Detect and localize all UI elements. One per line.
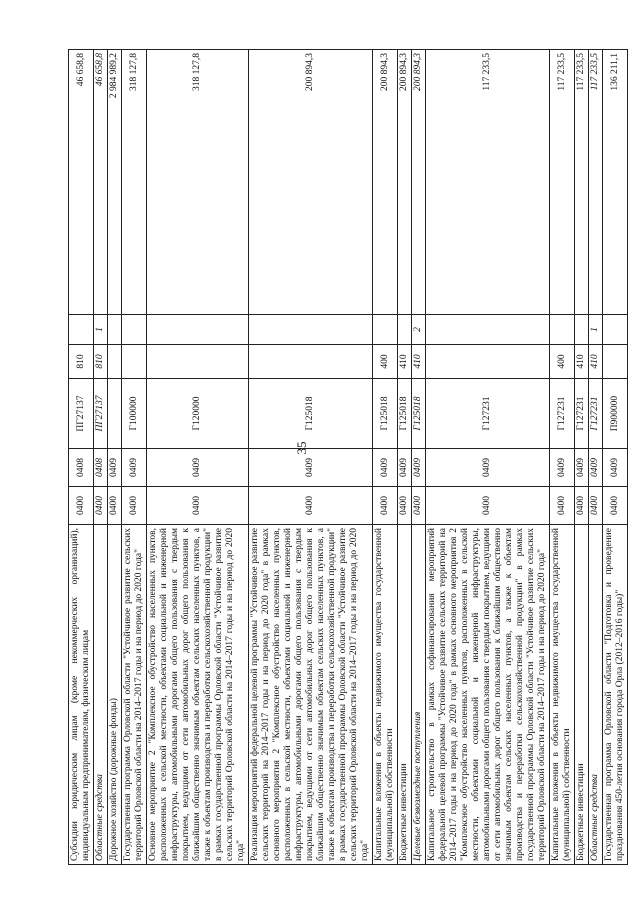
cell-section: 0400 (426, 487, 550, 525)
cell-source-code (575, 315, 589, 345)
cell-source-code (603, 315, 628, 345)
cell-section: 0400 (412, 487, 426, 525)
cell-section: 0400 (373, 487, 398, 525)
cell-amount: 46 658,8 (94, 50, 108, 315)
cell-source-code (249, 315, 373, 345)
table-row (589, 50, 603, 865)
cell-section: 0400 (575, 487, 589, 525)
cell-subsection: 0409 (550, 449, 575, 487)
cell-subsection: 0408 (69, 449, 94, 487)
cell-amount: 200 894,3 (412, 50, 426, 315)
cell-amount: 200 894,3 (373, 50, 398, 315)
cell-subsection: 0409 (122, 449, 147, 487)
cell-expense-type: 410 (412, 345, 426, 379)
cell-section: 0400 (122, 487, 147, 525)
cell-target-article: ПГ27137 (69, 379, 94, 449)
cell-subsection: 0409 (108, 449, 122, 487)
table-row (122, 50, 147, 865)
cell-target-article: П900000 (603, 379, 628, 449)
cell-source-code (373, 315, 398, 345)
cell-target-article: Г125018 (249, 379, 373, 449)
cell-target-article: Г127231 (426, 379, 550, 449)
cell-amount: 46 658,8 (69, 50, 94, 315)
cell-expense-type: 400 (550, 345, 575, 379)
cell-subsection: 0409 (589, 449, 603, 487)
cell-amount: 117 233,5 (426, 50, 550, 315)
cell-amount: 200 894,3 (398, 50, 412, 315)
cell-target-article: Г125018 (412, 379, 426, 449)
cell-amount: 136 211,1 (603, 50, 628, 315)
budget-table-rotated (68, 50, 625, 865)
cell-expense-type: 400 (373, 345, 398, 379)
cell-target-article: Г100000 (122, 379, 147, 449)
cell-amount: 200 894,3 (249, 50, 373, 315)
cell-subsection: 0409 (398, 449, 412, 487)
table-row (575, 50, 589, 865)
cell-section: 0400 (69, 487, 94, 525)
table-row (147, 50, 249, 865)
cell-expense-type (249, 345, 373, 379)
cell-name: Бюджетные инвестиции (575, 525, 589, 865)
cell-name: Государственная программа Орловской области "Подготовка и проведение празднования 450-летия основания города Орла (2012–2016 годы)" (603, 525, 628, 865)
cell-subsection: 0409 (147, 449, 249, 487)
cell-section: 0400 (398, 487, 412, 525)
cell-expense-type (108, 345, 122, 379)
cell-target-article: Г127231 (575, 379, 589, 449)
table-row (398, 50, 412, 865)
cell-name: Субсидии юридическим лицам (кроме некоммерческих организаций), индивидуальным предпринимателям, физическим лицам (69, 525, 94, 865)
cell-name: Капитальные вложения в объекты недвижимого имущества государственной (муниципальной) собственности (373, 525, 398, 865)
cell-target-article: Г125018 (398, 379, 412, 449)
table-row (373, 50, 398, 865)
cell-amount: 2 984 989,2 (108, 50, 122, 315)
cell-subsection: 0408 (94, 449, 108, 487)
table-row (426, 50, 550, 865)
cell-target-article (108, 379, 122, 449)
cell-source-code: 2 (412, 315, 426, 345)
cell-subsection: 0409 (249, 449, 373, 487)
cell-expense-type: 410 (575, 345, 589, 379)
cell-source-code: 1 (589, 315, 603, 345)
cell-source-code (69, 315, 94, 345)
cell-source-code: 1 (94, 315, 108, 345)
cell-subsection: 0409 (412, 449, 426, 487)
page-number: 35 (294, 441, 309, 455)
cell-name: Основное мероприятие 2 "Комплексное обустройство населенных пунктов, расположенных в сельской местности, объектами социальной и инженерной инфраструктуры, автомобильными дорогами общего пользования с твердым покрытием, ведущими от сети автомобильных дорог общего пользования к ближайшим общественно значимым объектам сельских населенных пунктов, а также к объектам производства и переработки сельскохозяйственной продукции" в рамках государственной программы Орловской области "Устойчивое развитие сельских территорий Орловской области на 2014–2017 годы и на период до 2020 года" (147, 525, 249, 865)
cell-section: 0400 (589, 487, 603, 525)
cell-section: 0400 (550, 487, 575, 525)
cell-target-article: Г125018 (373, 379, 398, 449)
cell-name: Дорожное хозяйство (дорожные фонды) (108, 525, 122, 865)
cell-name: Областные средства (589, 525, 603, 865)
cell-section: 0400 (94, 487, 108, 525)
cell-expense-type (603, 345, 628, 379)
cell-expense-type: 410 (589, 345, 603, 379)
cell-expense-type (426, 345, 550, 379)
cell-name: Бюджетные инвестиции (398, 525, 412, 865)
cell-name: Целевые безвозмездные поступления (412, 525, 426, 865)
cell-subsection: 0409 (373, 449, 398, 487)
cell-section: 0400 (603, 487, 628, 525)
cell-subsection: 0409 (426, 449, 550, 487)
budget-table (68, 49, 628, 865)
cell-expense-type (122, 345, 147, 379)
table-row (249, 50, 373, 865)
table-row (94, 50, 108, 865)
cell-amount: 318 127,8 (147, 50, 249, 315)
cell-target-article: ПГ27137 (94, 379, 108, 449)
cell-name: Государственная программа Орловской области "Устойчивое развитие сельских территорий Орловской области на 2014–2017 годы и на период до 2020 года" (122, 525, 147, 865)
cell-amount: 117 233,5 (550, 50, 575, 315)
cell-target-article: Г127231 (589, 379, 603, 449)
cell-source-code (398, 315, 412, 345)
cell-section: 0400 (108, 487, 122, 525)
cell-section: 0400 (147, 487, 249, 525)
cell-name: Областные средства (94, 525, 108, 865)
cell-section: 0400 (249, 487, 373, 525)
cell-amount: 117 233,5 (575, 50, 589, 315)
table-row (69, 50, 94, 865)
table-row (108, 50, 122, 865)
cell-target-article: Г127231 (550, 379, 575, 449)
cell-name: Капитальные вложения в объекты недвижимого имущества государственной (муниципальной) собственности (550, 525, 575, 865)
cell-amount: 318 127,8 (122, 50, 147, 315)
cell-name: Реализация мероприятий федеральной целевой программы "Устойчивое развитие сельских территорий на 2014–2017 годы и на период до 2020 года" в рамках основного мероприятия 2 "Комплексное обустройство населенных пунктов, расположенных в сельской местности, объектами социальной и инженерной инфраструктуры, автомобильными дорогами общего пользования с твердым покрытием, ведущими от сети автомобильных дорог общего пользования к ближайшим общественно значимым объектам сельских населенных пунктов, а также к объектам производства и переработки сельскохозяйственной продукции" в рамках государственной программы Орловской области "Устойчивое развитие сельских территорий Орловской области на 2014–2017 годы и на период до 2020 года" (249, 525, 373, 865)
cell-subsection: 0409 (575, 449, 589, 487)
cell-source-code (426, 315, 550, 345)
cell-name: Капитальное строительство в рамках софинансирования мероприятий федеральной целевой программы "Устойчивое развитие сельских территорий на 2014–2017 годы и на период до 2020 года" в рамках основного мероприятия 2 "Комплексное обустройство населенных пунктов, расположенных в сельской местности, объектами социальной и инженерной инфраструктуры, автомобильными дорогами общего пользования с твердым покрытием, ведущими от сети автомобильных дорог общего пользования к ближайшим общественно значимым объектам сельских населенных пунктов, а также к объектам производства и переработки сельскохозяйственной продукции" в рамках государственной программы Орловской области "Устойчивое развитие сельских территорий Орловской области на 2014–2017 годы и на период до 2020 года" (426, 525, 550, 865)
table-row (550, 50, 575, 865)
table-row (412, 50, 426, 865)
budget-table-body (69, 50, 628, 865)
cell-expense-type: 410 (398, 345, 412, 379)
table-row (603, 50, 628, 865)
cell-source-code (147, 315, 249, 345)
cell-amount: 117 233,5 (589, 50, 603, 315)
cell-expense-type: 810 (94, 345, 108, 379)
cell-source-code (550, 315, 575, 345)
cell-expense-type: 810 (69, 345, 94, 379)
cell-source-code (122, 315, 147, 345)
cell-expense-type (147, 345, 249, 379)
cell-target-article: Г120000 (147, 379, 249, 449)
cell-subsection: 0409 (603, 449, 628, 487)
cell-source-code (108, 315, 122, 345)
